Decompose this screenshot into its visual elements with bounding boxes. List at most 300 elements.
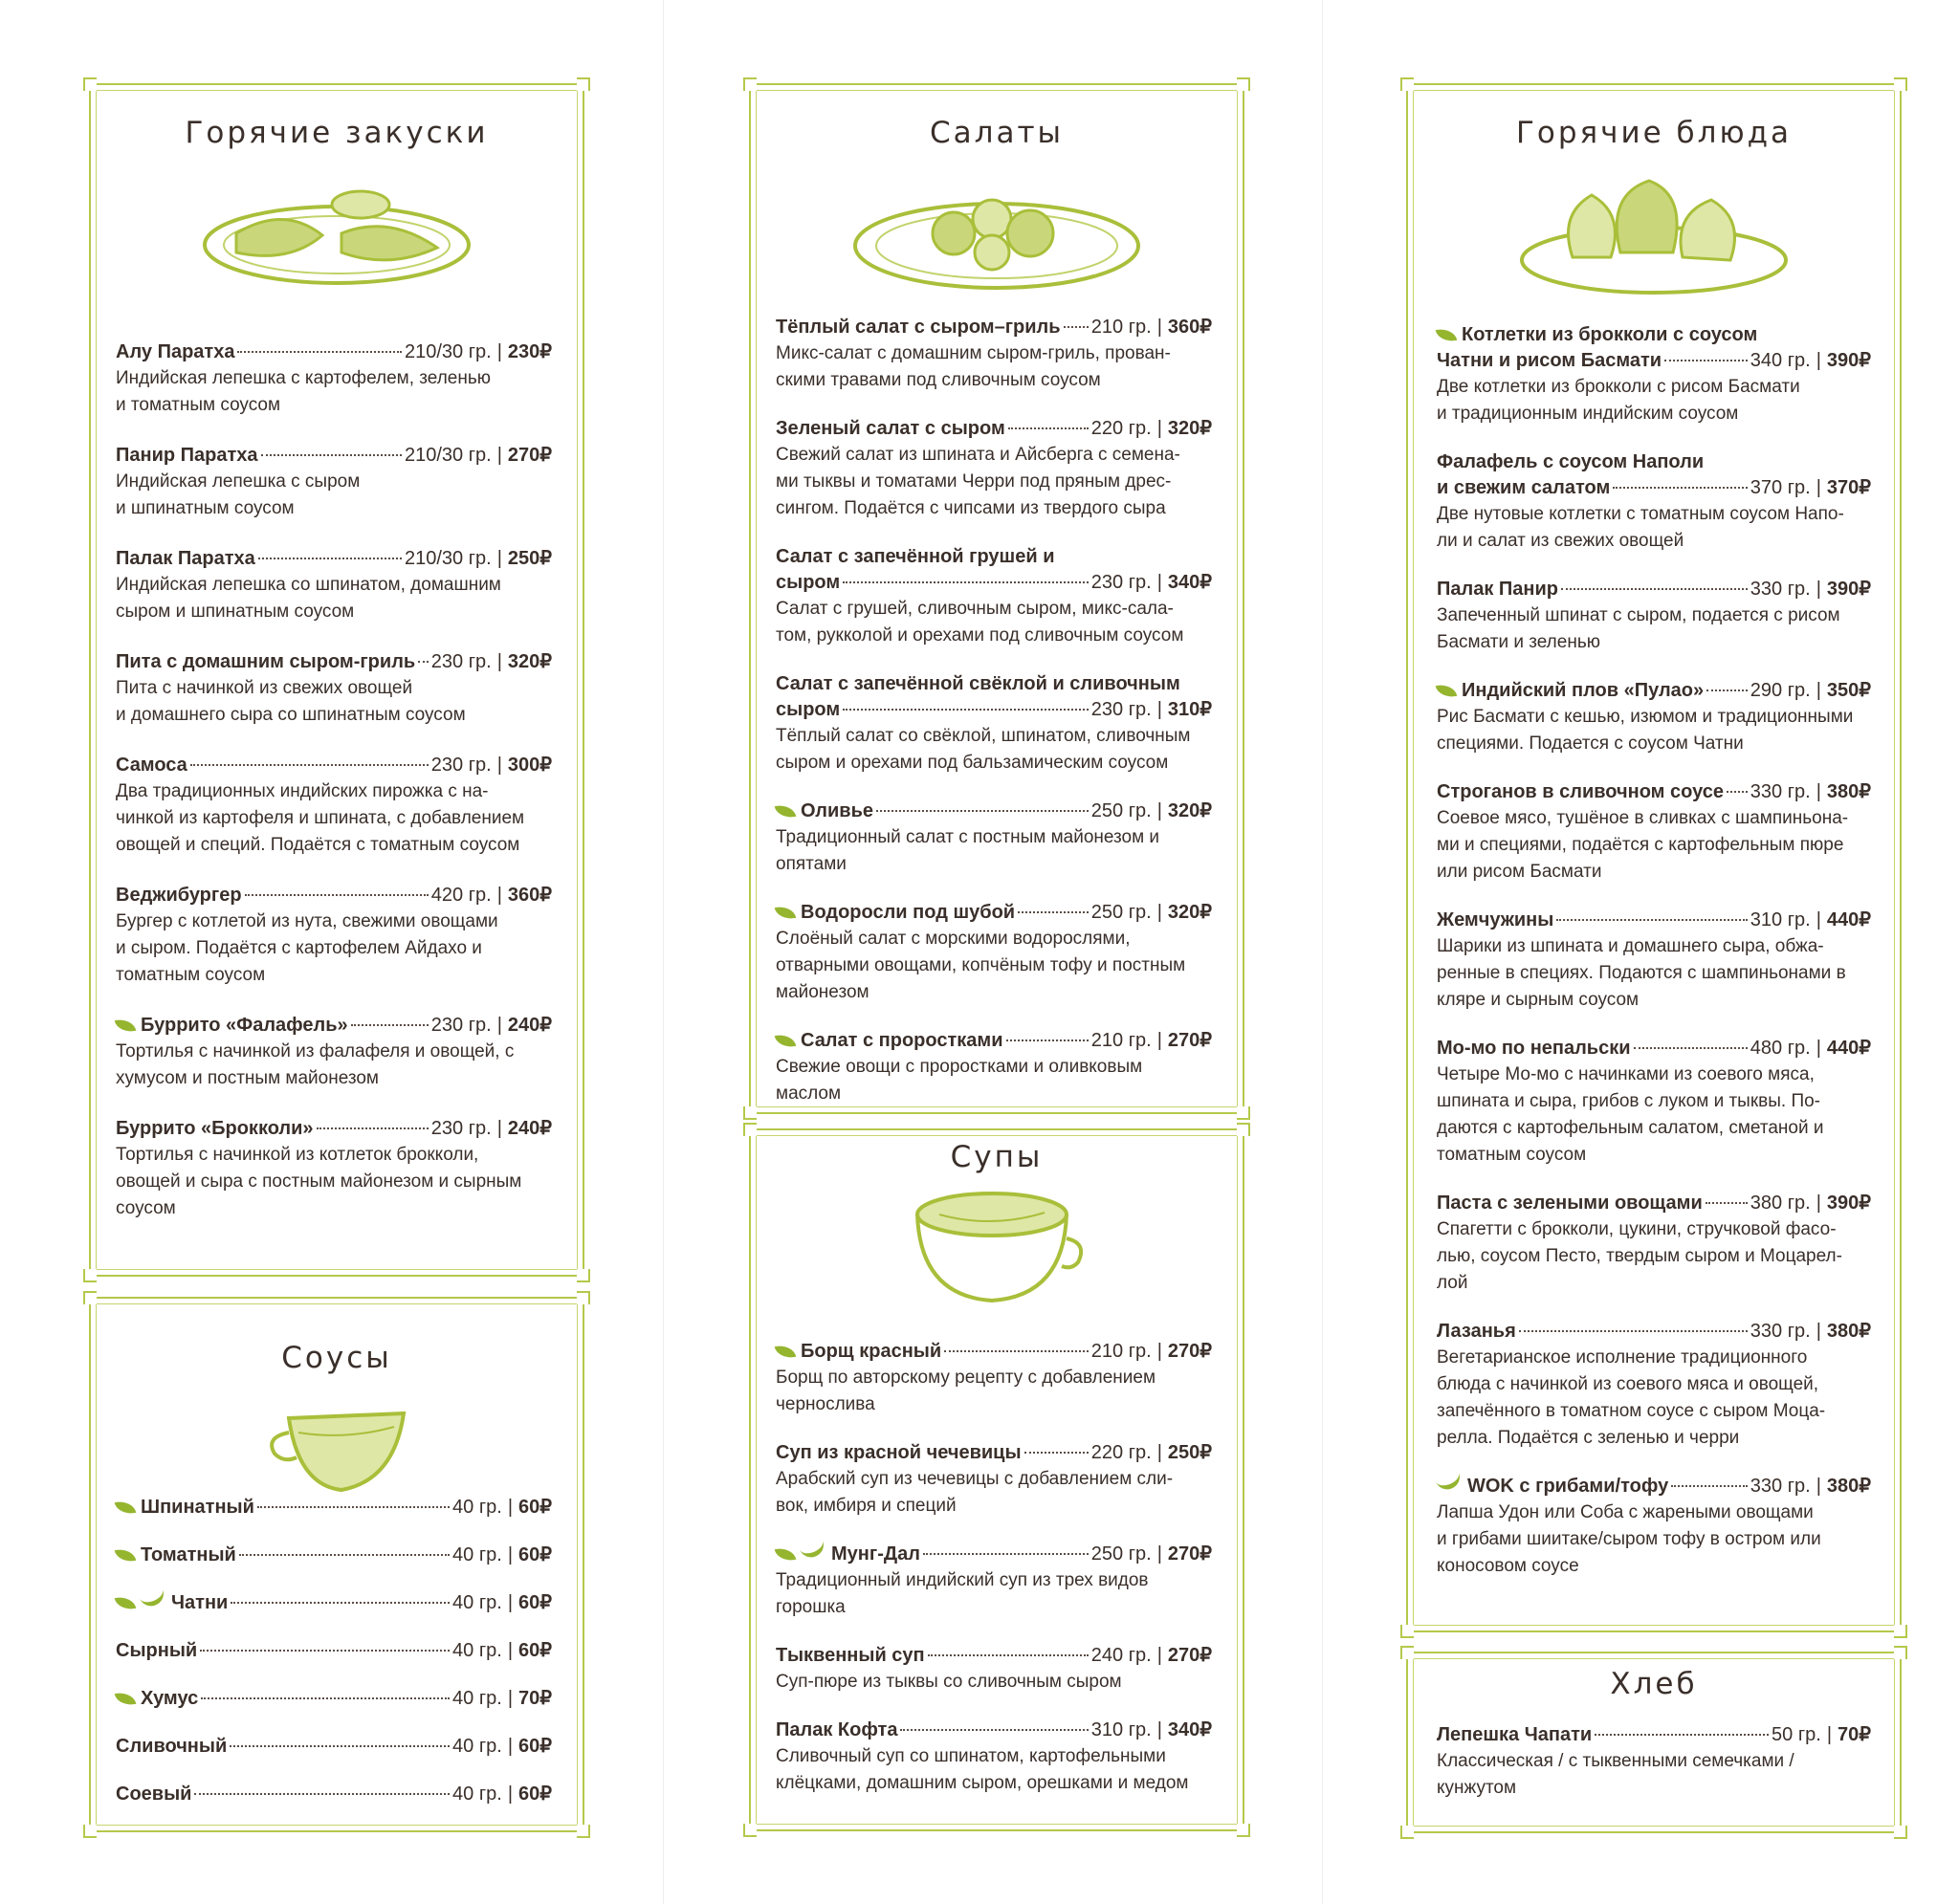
item-price: 310₽ [1167, 699, 1212, 720]
item-description: отварными овощами, копчёным тофу и постным [776, 955, 1186, 975]
price-separator: | [1816, 579, 1821, 600]
item-weight: 40 гр. [452, 1497, 502, 1518]
item-header [776, 1542, 1212, 1567]
item-name-line [776, 544, 1212, 570]
item-price: 320₽ [1167, 800, 1212, 821]
dot-leader [1006, 1040, 1089, 1041]
menu-item [776, 900, 1212, 1006]
item-weight: 40 гр. [452, 1640, 502, 1661]
price-separator: | [1156, 1341, 1162, 1362]
menu-item [776, 671, 1212, 777]
item-name: Хумус [141, 1688, 199, 1709]
item-weight: 310 гр. [1090, 1719, 1152, 1740]
item-price: 250₽ [507, 548, 552, 569]
dot-leader [239, 1554, 450, 1556]
dot-leader [876, 810, 1089, 812]
menu-item [116, 1116, 552, 1222]
item-price: 360₽ [1167, 317, 1212, 338]
price-separator: | [507, 1592, 514, 1613]
item-header [776, 1440, 1212, 1466]
item-weight: 340 гр. [1750, 350, 1811, 371]
item-header [1437, 1474, 1871, 1499]
item-name: Томатный [141, 1544, 236, 1565]
item-weight: 310 гр. [1750, 909, 1811, 930]
item-description: Традиционный салат с постным майонезом и [776, 827, 1160, 847]
price-separator: | [507, 1544, 514, 1565]
price-separator: | [1816, 909, 1821, 930]
item-price: 380₽ [1826, 1321, 1871, 1342]
item-description: Две котлетки из брокколи с рисом Басмати [1437, 377, 1800, 397]
item-weight: 230 гр. [430, 1015, 492, 1036]
item-description: Традиционный индийский суп из трех видов [776, 1570, 1149, 1590]
item-header [116, 1495, 552, 1521]
price-separator: | [496, 755, 502, 776]
item-description: маслом [776, 1083, 842, 1104]
items-list [116, 339, 552, 1222]
menu-item [116, 1686, 552, 1712]
price-separator: | [496, 341, 502, 362]
item-price: 350₽ [1826, 680, 1871, 701]
item-description: запечённого в томатном соусе с сыром Моца- [1437, 1401, 1826, 1421]
dot-leader [317, 1127, 429, 1129]
items-list [1437, 322, 1871, 1580]
leaf-icon [1436, 682, 1458, 700]
items-list [776, 315, 1212, 1107]
item-header [776, 1339, 1212, 1365]
dot-leader [1008, 427, 1089, 429]
item-header [116, 649, 552, 675]
item-name: Лазанья [1437, 1321, 1516, 1342]
item-description: ми тыквы и томатами Черри под пряным дрес- [776, 471, 1172, 492]
item-weight: 210 гр. [1090, 317, 1152, 338]
item-price: 230₽ [507, 341, 552, 362]
item-name: Самоса [116, 755, 187, 776]
menu-item [116, 883, 552, 989]
menu-item [116, 1013, 552, 1092]
menu-item [1437, 1036, 1871, 1169]
item-weight: 330 гр. [1750, 1321, 1811, 1342]
item-name: Мо-мо по непальски [1437, 1038, 1631, 1059]
items-list [776, 1339, 1212, 1797]
item-price: 70₽ [1838, 1724, 1871, 1745]
price-separator: | [1816, 1476, 1821, 1497]
item-description: сыром и орехами под бальзамическим соусом [776, 753, 1169, 773]
item-header [1437, 779, 1871, 805]
price-separator: | [1156, 1645, 1162, 1666]
item-name: Паста с зелеными овощами [1437, 1193, 1703, 1214]
section-title: Хлеб [1610, 1667, 1698, 1701]
item-price: 60₽ [518, 1640, 552, 1661]
menu-item [776, 416, 1212, 522]
item-price: 60₽ [518, 1736, 552, 1757]
item-description: или рисом Басмати [1437, 862, 1602, 882]
item-header [116, 1782, 552, 1807]
menu-item [776, 1643, 1212, 1696]
item-description: Тортилья с начинкой из котлеток брокколи, [116, 1145, 479, 1165]
menu-item [776, 315, 1212, 394]
item-description: клёцками, домашним сыром, орешками и медом [776, 1773, 1189, 1793]
price-separator: | [496, 445, 502, 466]
item-name: Суп из красной чечевицы [776, 1442, 1022, 1463]
item-description: ренные в специях. Подаются с шампиньонами в [1437, 963, 1846, 983]
menu-item [1437, 678, 1871, 757]
item-description: Микс-салат с домашним сыром-гриль, прован- [776, 343, 1171, 363]
item-name: Пита с домашним сыром-гриль [116, 651, 416, 672]
dot-leader [1727, 791, 1748, 793]
item-description: Два традиционных индийских пирожка с на- [116, 781, 489, 801]
item-price: 270₽ [1167, 1341, 1212, 1362]
chili-icon [1435, 1471, 1464, 1494]
item-header [776, 1028, 1212, 1054]
item-description: Соевое мясо, тушёное в сливках с шампиньона- [1437, 808, 1849, 828]
price-separator: | [1156, 317, 1162, 338]
item-name: Мунг-Дал [831, 1543, 920, 1565]
item-weight: 230 гр. [1090, 572, 1152, 593]
price-separator: | [1816, 781, 1821, 802]
item-name: Борщ красный [801, 1341, 942, 1362]
item-name: Салат с проростками [801, 1030, 1003, 1051]
item-name: Водоросли под шубой [801, 902, 1016, 923]
item-description: Бургер с котлетой из нута, свежими овощами [116, 911, 498, 931]
item-weight: 330 гр. [1750, 781, 1811, 802]
leaf-icon [1436, 326, 1458, 344]
menu-item [1437, 1474, 1871, 1580]
section-title: Горячие закуски [185, 116, 489, 150]
menu-item [1437, 449, 1871, 555]
menu-item [1437, 322, 1871, 427]
item-weight: 220 гр. [1090, 418, 1152, 439]
item-name: Тёплый салат с сыром–гриль [776, 317, 1061, 338]
item-description: Индийская лепешка с картофелем, зеленью [116, 368, 492, 388]
item-description: Индийская лепешка со шпинатом, домашним [116, 575, 501, 595]
item-description: Свежие овощи с проростками и оливковым [776, 1057, 1143, 1077]
item-description: ли и салат из свежих овощей [1437, 531, 1684, 551]
item-name: Палак Панир [1437, 579, 1558, 600]
item-description: горошка [776, 1597, 846, 1617]
dot-leader [261, 454, 402, 456]
leaf-icon [115, 1017, 137, 1035]
item-price: 60₽ [518, 1497, 552, 1518]
item-price: 380₽ [1826, 781, 1871, 802]
item-header [116, 753, 552, 778]
item-weight: 40 гр. [452, 1784, 502, 1805]
item-header [116, 339, 552, 365]
dot-leader [237, 351, 402, 353]
item-description: Две нутовые котлетки с томатным соусом Напо- [1437, 504, 1844, 524]
item-description: Четыре Мо-мо с начинками из соевого мяса, [1437, 1064, 1815, 1084]
dot-leader [257, 1506, 450, 1508]
menu-item [776, 1339, 1212, 1418]
item-description: шпината и сыра, грибов с луком и тыквы. По- [1437, 1091, 1821, 1111]
menu-item [116, 339, 552, 419]
panel-sauces [89, 1297, 584, 1832]
item-description: Тортилья с начинкой из фалафеля и овощей, с [116, 1041, 515, 1061]
item-description: Шарики из шпината и домашнего сыра, обжа- [1437, 936, 1824, 956]
fold-line-left [663, 0, 664, 1904]
menu-item [776, 1440, 1212, 1520]
item-name: Индийский плов «Пулао» [1462, 680, 1705, 701]
momo-plate-illustration [1515, 176, 1793, 300]
dot-leader [245, 894, 429, 896]
item-description: чинкой из картофеля и шпината, с добавлением [116, 808, 525, 828]
item-name: Лепешка Чапати [1437, 1724, 1593, 1745]
item-weight: 380 гр. [1750, 1193, 1811, 1214]
price-separator: | [1156, 1543, 1162, 1565]
item-description: даются с картофельным салатом, сметаной и [1437, 1118, 1824, 1138]
menu-item [116, 1638, 552, 1664]
item-name: Чатни и рисом Басмати [1437, 350, 1662, 371]
item-header [776, 900, 1212, 926]
plate-illustration [198, 176, 475, 291]
price-separator: | [507, 1497, 514, 1518]
menu-item [1437, 779, 1871, 886]
dot-leader [1064, 326, 1089, 328]
price-separator: | [496, 1015, 502, 1036]
item-description: чернослива [776, 1394, 875, 1414]
price-separator: | [1156, 418, 1162, 439]
item-price: 360₽ [507, 885, 552, 906]
item-name: Шпинатный [141, 1497, 254, 1518]
item-description: ми и специями, подаётся с картофельным пюре [1437, 835, 1844, 855]
price-separator: | [507, 1640, 514, 1661]
item-description: Суп-пюре из тыквы со сливочным сыром [776, 1672, 1122, 1692]
leaf-icon [115, 1546, 137, 1565]
item-description: Вегетарианское исполнение традиционного [1437, 1347, 1808, 1368]
item-weight: 230 гр. [430, 1118, 492, 1139]
item-name-text: Котлетки из брокколи с соусом [1462, 324, 1758, 345]
panel-hot-dishes [1406, 83, 1902, 1632]
price-separator: | [1816, 1193, 1821, 1214]
item-description: Пита с начинкой из свежих овощей [116, 678, 413, 698]
menu-item [776, 1542, 1212, 1621]
price-separator: | [507, 1688, 514, 1709]
item-name: Буррито «Фалафель» [141, 1015, 348, 1036]
dot-leader [843, 581, 1089, 583]
item-weight: 210 гр. [1090, 1341, 1152, 1362]
dot-leader [923, 1553, 1089, 1555]
item-description: и грибами шиитаке/сыром тофу в остром или [1437, 1529, 1821, 1549]
dot-leader [418, 661, 429, 663]
item-price: 60₽ [518, 1784, 552, 1805]
menu-item [116, 546, 552, 625]
dot-leader [1595, 1734, 1769, 1736]
item-header [1437, 1036, 1871, 1061]
item-weight: 330 гр. [1750, 579, 1811, 600]
item-price: 440₽ [1826, 1038, 1871, 1059]
item-name-text: Салат с запечённой грушей и [776, 546, 1055, 567]
items-list [1437, 1722, 1871, 1802]
item-header [776, 416, 1212, 442]
price-separator: | [1816, 1038, 1821, 1059]
item-description: майонезом [776, 982, 869, 1002]
item-price: 270₽ [1167, 1543, 1212, 1565]
item-description: вок, имбиря и специй [776, 1496, 957, 1516]
item-description: и шпинатным соусом [116, 498, 295, 518]
item-header [116, 546, 552, 572]
item-description: лой [1437, 1273, 1468, 1293]
item-price: 380₽ [1826, 1476, 1871, 1497]
leaf-icon [115, 1690, 137, 1708]
item-name-text: Салат с запечённой свёклой и сливочным [776, 673, 1180, 694]
price-separator: | [1156, 699, 1162, 720]
leaf-icon [775, 1343, 797, 1361]
menu-item [776, 1718, 1212, 1797]
menu-item [1437, 908, 1871, 1014]
section-title: Соусы [281, 1341, 392, 1375]
menu-item [1437, 1722, 1871, 1802]
item-description: специями. Подается с соусом Чатни [1437, 733, 1744, 754]
items-list [116, 1495, 552, 1807]
item-description: томатным соусом [1437, 1145, 1587, 1165]
item-price: 370₽ [1826, 477, 1871, 498]
item-description: Индийская лепешка с сыром [116, 471, 361, 492]
section-title: Горячие блюда [1515, 116, 1793, 150]
item-weight: 230 гр. [430, 651, 492, 672]
item-header [1437, 348, 1871, 374]
item-header [776, 1643, 1212, 1669]
dot-leader [351, 1024, 429, 1026]
item-header [776, 1718, 1212, 1743]
dot-leader [1018, 911, 1089, 913]
item-weight: 250 гр. [1090, 902, 1152, 923]
item-price: 250₽ [1167, 1442, 1212, 1463]
sauce-boat-illustration [260, 1394, 413, 1499]
item-name-text: Фалафель с соусом Наполи [1437, 451, 1705, 472]
item-description: хумусом и постным майонезом [116, 1068, 379, 1088]
item-description: кунжутом [1437, 1778, 1517, 1798]
menu-item [116, 1782, 552, 1807]
item-description: и традиционным индийским соусом [1437, 404, 1739, 424]
item-price: 60₽ [518, 1544, 552, 1565]
price-separator: | [1156, 1442, 1162, 1463]
dot-leader [1556, 919, 1747, 921]
menu-item [116, 443, 552, 522]
item-description: релла. Подаётся с зеленью и черри [1437, 1428, 1740, 1448]
section-title: Супы [950, 1140, 1044, 1174]
item-price: 390₽ [1826, 1193, 1871, 1214]
item-price: 300₽ [507, 755, 552, 776]
dot-leader [1706, 689, 1748, 691]
item-header [116, 1686, 552, 1712]
item-weight: 230 гр. [1090, 699, 1152, 720]
item-description: скими травами под сливочным соусом [776, 370, 1101, 390]
menu-item [776, 1028, 1212, 1107]
item-name: Сливочный [116, 1736, 228, 1757]
item-description: сыром и шпинатным соусом [116, 602, 355, 622]
item-description: Рис Басмати с кешью, изюмом и традиционными [1437, 707, 1854, 727]
dot-leader [1664, 360, 1748, 361]
dot-leader [200, 1650, 450, 1652]
item-header [116, 1116, 552, 1142]
price-separator: | [496, 885, 502, 906]
item-weight: 40 гр. [452, 1592, 502, 1613]
item-header [1437, 1191, 1871, 1216]
item-weight: 40 гр. [452, 1544, 502, 1565]
item-weight: 220 гр. [1090, 1442, 1152, 1463]
item-description: Лапша Удон или Соба с жареными овощами [1437, 1502, 1814, 1522]
panel-salads [749, 83, 1244, 1114]
dot-leader [843, 709, 1089, 711]
item-description: Классическая / с тыквенными семечками / [1437, 1751, 1794, 1771]
item-name: Панир Паратха [116, 445, 258, 466]
dot-leader [1519, 1330, 1748, 1332]
item-price: 320₽ [507, 651, 552, 672]
item-description: и домашнего сыра со шпинатным соусом [116, 705, 466, 725]
item-weight: 420 гр. [430, 885, 492, 906]
item-description: блюда с начинкой из соевого мяса и овощей, [1437, 1374, 1819, 1394]
dot-leader [1024, 1452, 1089, 1454]
price-separator: | [1156, 1030, 1162, 1051]
item-weight: 40 гр. [452, 1736, 502, 1757]
item-price: 240₽ [507, 1015, 552, 1036]
panel-bread [1406, 1652, 1902, 1833]
menu-item [1437, 1191, 1871, 1297]
dot-leader [944, 1350, 1089, 1352]
item-price: 270₽ [507, 445, 552, 466]
item-description: коносовом соусе [1437, 1556, 1579, 1576]
item-description: и сыром. Подаётся с картофелем Айдахо и [116, 938, 482, 958]
salad-plate-illustration [848, 181, 1145, 295]
item-description: сингом. Подаётся с чипсами из твердого сыра [776, 498, 1166, 518]
item-description: том, рукколой и орехами под сливочным соусом [776, 625, 1184, 646]
leaf-icon [775, 1032, 797, 1050]
item-weight: 210/30 гр. [405, 548, 492, 569]
item-weight: 480 гр. [1750, 1038, 1811, 1059]
item-header [776, 799, 1212, 824]
leaf-icon [115, 1594, 137, 1612]
panel-hot-snacks [89, 83, 584, 1277]
item-header [1437, 678, 1871, 704]
price-separator: | [1156, 800, 1162, 821]
item-description: соусом [116, 1198, 176, 1218]
menu-item [1437, 577, 1871, 656]
price-separator: | [1816, 1321, 1821, 1342]
dot-leader [258, 558, 402, 559]
item-weight: 330 гр. [1750, 1476, 1811, 1497]
menu-item [116, 649, 552, 729]
item-weight: 210/30 гр. [405, 445, 492, 466]
item-price: 270₽ [1167, 1645, 1212, 1666]
section-title: Салаты [930, 116, 1064, 150]
item-description: Спагетти с брокколи, цукини, стручковой фасо- [1437, 1219, 1837, 1239]
item-weight: 250 гр. [1090, 1543, 1152, 1565]
item-name: Буррито «Брокколи» [116, 1118, 314, 1139]
dot-leader [231, 1602, 450, 1604]
item-weight: 290 гр. [1750, 680, 1811, 701]
item-name: WOK с грибами/тофу [1467, 1476, 1669, 1497]
dot-leader [1671, 1485, 1748, 1487]
item-description: Басмати и зеленью [1437, 632, 1600, 652]
item-name: и свежим салатом [1437, 477, 1611, 498]
dot-leader [230, 1745, 450, 1747]
item-name-line [1437, 449, 1871, 475]
item-header [116, 1734, 552, 1760]
item-weight: 50 гр. [1772, 1724, 1821, 1745]
item-price: 60₽ [518, 1592, 552, 1613]
item-weight: 40 гр. [452, 1688, 502, 1709]
item-price: 270₽ [1167, 1030, 1212, 1051]
item-header [116, 443, 552, 469]
item-header [1437, 1319, 1871, 1345]
item-header [1437, 475, 1871, 501]
item-header [1437, 908, 1871, 933]
dot-leader [190, 764, 429, 766]
item-description: Запеченный шпинат с сыром, подается с рисом [1437, 605, 1840, 625]
dot-leader [1561, 588, 1748, 590]
item-header [116, 1638, 552, 1664]
menu-item [776, 544, 1212, 649]
item-weight: 230 гр. [430, 755, 492, 776]
